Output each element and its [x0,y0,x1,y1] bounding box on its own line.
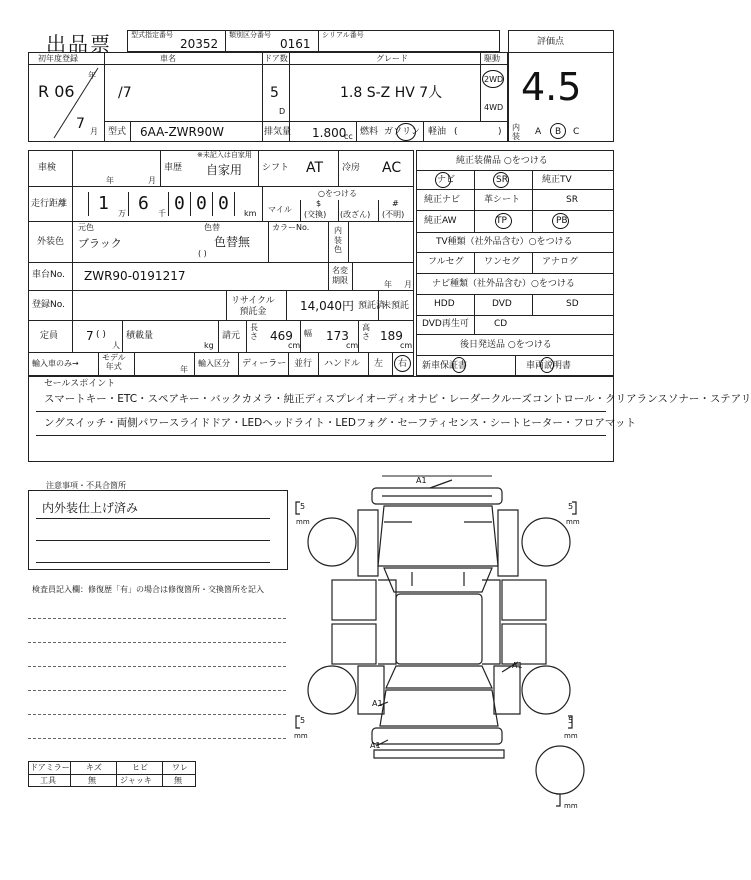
use-value: 自家用 [206,163,243,177]
dim-five-br: 5 [568,716,574,725]
recycle-label: リサイクル 預託金 [231,296,275,317]
width-unit: cm [346,341,359,350]
color-paren: ( ) [198,249,207,258]
paren-right: ) [498,127,502,137]
opt-navi: ナビ [437,175,456,185]
shaken-year: 年 [106,176,114,185]
import-dealer: ディーラー [242,359,287,369]
shaken-month: 月 [148,176,156,185]
color-change-label: 色替 [204,223,220,232]
dim-mm-tr: mm [566,518,580,526]
mileage-sen: 千 [158,209,166,218]
std-equip-title: 純正装備品 ○をつける [456,156,548,166]
length-unit: cm [288,341,301,350]
ac-label: 冷房 [342,163,361,173]
damage-a1-front: A1 [416,476,427,485]
tools-v4: 無 [174,776,182,785]
interior-color-label: 内 装 色 [334,226,342,255]
height-label: 高さ [362,323,370,341]
mileage-km: km [244,209,257,218]
mileage-tampered: (改ざん) [340,210,371,219]
use-note: ※未記入は自家用 [197,151,252,159]
color-label: 外装色 [37,237,65,247]
tools-h4: ワレ [172,763,188,772]
dim-five-tl: 5 [300,502,306,511]
width-label: 幅 [304,329,312,338]
mileage-hash: # [392,199,399,208]
doors-sub: D [279,107,286,116]
mileage-digit-3: 0 [174,193,185,214]
recycle-prepaid: 預託済 [358,301,386,311]
orig-color-label: 元色 [78,223,94,232]
model-cert-value: 20352 [180,37,219,51]
model-value: 6AA-ZWR90W [140,125,225,139]
doc-manual-circle [540,357,554,373]
car-name-value: /7 [118,85,132,101]
navi-dvdp: DVD再生可 [422,319,469,329]
dim-five-tr: 5 [568,502,574,511]
drive-label: 駆動 [484,54,500,63]
mileage-unknown: (不明) [382,210,405,219]
mileage-dollar: $ [316,199,322,208]
orig-color-value: ブラック [78,237,122,250]
paren-left: ( [454,127,458,137]
damage-a1-rear: A1 [372,699,383,708]
opt-tp-circle [495,213,512,229]
grade-label: グレード [376,54,408,63]
shift-label: シフト [262,163,290,173]
fuel-label: 燃料 [360,127,379,137]
capacity-value: 7 [86,329,94,343]
opt-sr-circle [493,172,509,188]
year-unit: 年 [88,71,96,80]
opt-tv: 純正TV [542,175,572,185]
mileage-label: 走行距離 [31,199,68,209]
color-change-value: 色替無 [214,235,251,249]
first-reg-era: R 06 [38,82,75,101]
model-year-label: モデル 年式 [102,353,126,371]
dim-mm-br: mm [564,732,578,740]
tools-h2: キズ [86,763,102,772]
chassis-label: 車台No. [32,270,65,280]
damage-a1-side: A1 [512,661,523,670]
car-damage-diagram [292,476,612,816]
dim-five-bl: 5 [300,716,306,725]
height-value: 189 [380,329,403,343]
name-change-label: 名変 期限 [332,266,348,285]
displacement-label: 排気量 [264,127,292,137]
load-label: 積載量 [126,331,154,341]
mileage-tsukeru: ○をつける [318,189,357,198]
reg-label: 登録No. [32,300,65,310]
mileage-mile: マイル [268,205,292,214]
model-label: 型式 [108,127,127,137]
recycle-value: 14,040円 [300,299,354,313]
chassis-value: ZWR90-0191217 [84,269,186,283]
interior-label: 内装 [512,123,520,141]
drive-4wd: 4WD [484,103,504,112]
mileage-digit-5: 0 [218,193,229,214]
tools-v2: 無 [88,776,96,785]
drive-2wd: 2WD [484,75,504,84]
sales-line-1: スマートキー・ETC・スペアキー・バックカメラ・純正ディスプレイオーディオナビ・レーダークルーズコントロール・クリアランスソナー・ステアリ [44,393,751,405]
tools-h3: ヒビ [132,763,148,772]
interior-b: B [555,127,562,137]
tv-one: ワンセグ [484,257,521,267]
opt-pb: PB [556,216,568,226]
serial-label: シリアル番号 [322,31,364,39]
tools-v1: 工具 [40,776,56,785]
opt-sr: SR [496,175,508,185]
opt-pb-circle [552,213,569,229]
mileage-digit-1: 1 [98,193,109,214]
doc-warranty-circle [452,357,466,373]
opt-tp: TP [496,216,507,226]
color-no-label: カラーNo. [272,223,310,232]
width-value: 173 [326,329,349,343]
mileage-digit-4: 0 [196,193,207,214]
interior-b-circle [550,123,566,139]
model-cert-label: 型式指定番号 [131,31,173,39]
first-reg-label: 初年度登録 [38,54,78,63]
length-label: 長さ [250,323,258,341]
navi-hdd: HDD [434,299,455,309]
shift-value: AT [306,160,324,176]
car-name-label: 車名 [160,54,176,63]
seikyu-label: 請元 [222,331,241,341]
mileage-man: 万 [118,209,126,218]
tv-analog: アナログ [542,257,579,267]
import-parallel: 並行 [294,359,313,369]
drive-2wd-circle [482,70,504,88]
recycle-not-paid: 未預託 [382,301,410,311]
length-value: 469 [270,329,293,343]
mileage-exchange: (交換) [304,210,327,219]
use-label: 車歴 [164,163,183,173]
doors-label: ドア数 [264,54,288,63]
mileage-digit-2: 6 [138,193,149,214]
score-value: 4.5 [521,65,582,109]
handle-right: 右 [398,359,408,369]
shaken-label: 車検 [38,163,57,173]
fuel-diesel: 軽油 [428,127,447,137]
sales-label: セールスポイント [44,379,116,389]
opt-sr2: SR [566,195,578,205]
sales-line-2: ングスイッチ・両側パワースライドドア・LEDヘッドライト・LEDフォグ・セーフティセンス・シートヒーター・フロアマット [44,417,636,429]
capacity-unit: 人 [112,341,120,350]
document-title: 出品票 [46,32,112,56]
notes-label: 注意事項・不具合箇所 [46,481,126,490]
dim-mm-spare: mm [564,802,578,810]
navi-dvd: DVD [492,299,512,309]
inspector-note: 検査員記入欄：修復歴「有」の場合は修復箇所・交換箇所を記入 [32,585,264,594]
damage-a1-bumper: A1 [370,741,381,750]
dim-mm-bl: mm [294,732,308,740]
doc-warranty: 新車保証書 [422,361,468,371]
navi-type-title: ナビ種類（社外品含む）○をつける [432,279,575,289]
load-unit: kg [204,341,214,350]
notes-line-1: 内外装仕上げ済み [42,501,139,515]
name-change-month: 月 [404,280,412,289]
dim-mm-tl: mm [296,518,310,526]
model-year-unit: 年 [180,365,188,374]
import-kubun-label: 輸入区分 [198,359,230,368]
tools-v3: ジャッキ [120,776,152,785]
fuel-gasoline: ガソリン [384,127,421,137]
month-unit: 月 [90,127,98,136]
category-label: 類別区分番号 [229,31,271,39]
capacity-paren: ( ) [96,330,106,340]
tools-h1: ドアミラー [30,763,70,772]
tv-full: フルセグ [428,257,464,267]
opt-navi-circle [435,172,451,188]
interior-a: A [535,127,542,137]
opt-navi2: 純正ナビ [424,195,461,205]
tv-type-title: TV種類（社外品含む）○をつける [436,237,573,247]
handle-left: 左 [374,359,384,369]
doors-value: 5 [270,85,279,101]
docs-title: 後日発送品 ○をつける [460,340,552,350]
ac-value: AC [382,160,402,176]
name-change-year: 年 [384,280,392,289]
displacement-value: 1.800 [312,126,347,140]
interior-c: C [573,127,580,137]
displacement-unit: cc [344,132,353,141]
first-reg-month: 7 [76,116,85,132]
doc-manual: 車両説明書 [526,361,572,371]
category-value: 0161 [280,37,311,51]
opt-aw: 純正AW [424,216,457,226]
navi-cd: CD [494,319,508,329]
import-label: 輸入車のみ→ [32,359,79,368]
handle-right-circle [394,355,411,372]
navi-sd: SD [566,299,579,309]
height-unit: cm [400,341,413,350]
score-label: 評価点 [537,37,565,47]
capacity-label: 定員 [40,331,59,341]
opt-leather: 革シート [484,195,521,205]
fuel-gas-circle [396,123,416,141]
grade-value: 1.8 S-Z HV 7人 [340,85,443,101]
handle-label: ハンドル [324,359,361,369]
